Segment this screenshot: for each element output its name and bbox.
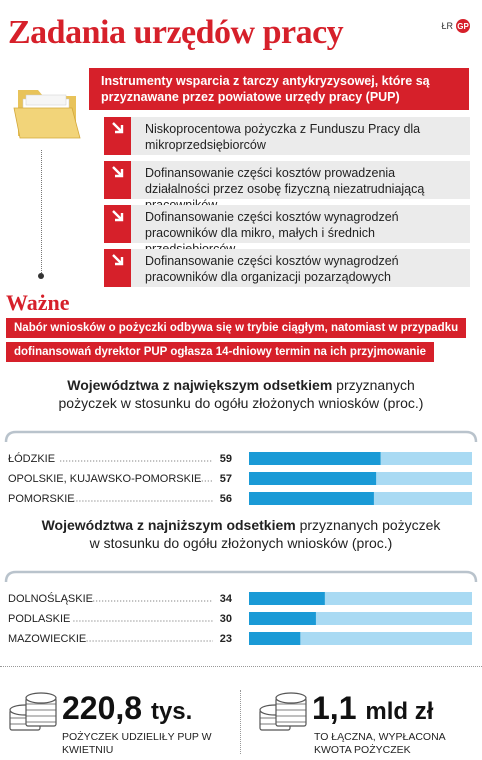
- connector-line: [41, 150, 42, 275]
- bar: [249, 452, 381, 465]
- instrument-item: [104, 249, 470, 287]
- arrow-down-right-icon: [104, 205, 131, 243]
- chart-title-rest: przyznanych: [336, 377, 415, 393]
- chart-title-rest: przyznanych pożyczek: [299, 517, 441, 533]
- instrument-text: Dofinansowanie części kosztów prowadzenia działalności przez osobę fizyczną niezatrudniającą: [145, 166, 425, 196]
- brand-logo: GP: [456, 19, 470, 33]
- chart-title-bold: Województwa z najniższym odsetkiem: [41, 517, 296, 533]
- chart-title-line2: pożyczek w stosunku do ogółu złożonych wniosków (proc.): [58, 395, 424, 411]
- category-label: MAZOWIECKIE: [8, 633, 87, 645]
- coins-icon: [6, 688, 60, 736]
- stat-value: [312, 690, 433, 727]
- important-note-line: Nabór wniosków o pożyczki odbywa się w trybie ciągłym, natomiast w przypadku: [6, 318, 466, 338]
- value-label: 56: [219, 493, 232, 505]
- connector-dot: [38, 273, 44, 279]
- stat-value: [62, 690, 192, 727]
- value-label: 30: [219, 613, 232, 625]
- stat-number: 1,1: [312, 690, 357, 726]
- chart-title-line2: w stosunku do ogółu złożonych wniosków (proc.): [89, 535, 393, 551]
- value-label: 57: [219, 473, 232, 485]
- divider: [0, 666, 482, 667]
- stat-unit: tys.: [150, 698, 193, 725]
- stat-label: POŻYCZEK UDZIELIŁY PUP W KWIETNIU: [62, 731, 212, 756]
- chart-title-bold: Województwa z największym odsetkiem: [67, 377, 333, 393]
- value-label: 23: [219, 633, 232, 645]
- important-heading: Ważne: [6, 290, 70, 315]
- page-title: Zadania urzędów pracy: [8, 14, 344, 51]
- bar: [249, 472, 376, 485]
- important-note-line: dofinansowań dyrektor PUP ogłasza 14-dniowy termin na ich przyjmowanie: [6, 342, 434, 362]
- chart-title: [0, 516, 482, 552]
- coins-icon: [256, 688, 310, 736]
- bar: [249, 612, 316, 625]
- arrow-down-right-icon: [104, 161, 131, 199]
- chart-title: [0, 376, 482, 412]
- instrument-item: [104, 205, 470, 243]
- instruments-header: Instrumenty wsparcia z tarczy antykryzysowej, które są przyznawane przez powiatowe urzędy pracy (PUP): [89, 68, 469, 110]
- bar: [249, 592, 325, 605]
- stat-label: TO ŁĄCZNA, WYPŁACONA KWOTA POŻYCZEK: [314, 731, 446, 756]
- credit-text: ŁR: [441, 21, 453, 31]
- instrument-text: Dofinansowanie części kosztów wynagrodzeń pracowników dla organizacji pozarządowych: [145, 254, 399, 284]
- arrow-down-right-icon: [104, 249, 131, 287]
- category-label: PODLASKIE: [8, 613, 71, 625]
- stat-number: 220,8: [62, 690, 143, 726]
- folder-icon: [12, 80, 82, 142]
- instrument-item: [104, 161, 470, 199]
- category-label: DOLNOŚLĄSKIE: [8, 593, 93, 605]
- value-label: 34: [219, 593, 232, 605]
- chart-bottom-loans: [0, 560, 482, 650]
- category-label: ŁÓDZKIE: [8, 453, 56, 465]
- value-label: 59: [219, 453, 232, 465]
- arrow-down-right-icon: [104, 117, 131, 155]
- bar: [249, 492, 374, 505]
- chart-bracket: [6, 432, 476, 442]
- bar: [249, 632, 300, 645]
- chart-top-loans: [0, 420, 482, 510]
- stat-unit: mld zł: [365, 698, 434, 725]
- chart-bracket: [6, 572, 476, 582]
- category-label: POMORSKIE: [8, 493, 75, 505]
- divider-vertical: [240, 690, 241, 754]
- credit: [441, 19, 470, 33]
- instrument-text: Niskoprocentowa pożyczka z Funduszu Pracy dla mikroprzedsiębiorców: [145, 122, 421, 152]
- category-label: OPOLSKIE, KUJAWSKO-POMORSKIE: [8, 473, 202, 485]
- instrument-item: [104, 117, 470, 155]
- instrument-text: Dofinansowanie części kosztów wynagrodzeń pracowników dla mikro, małych i średnich: [145, 210, 399, 240]
